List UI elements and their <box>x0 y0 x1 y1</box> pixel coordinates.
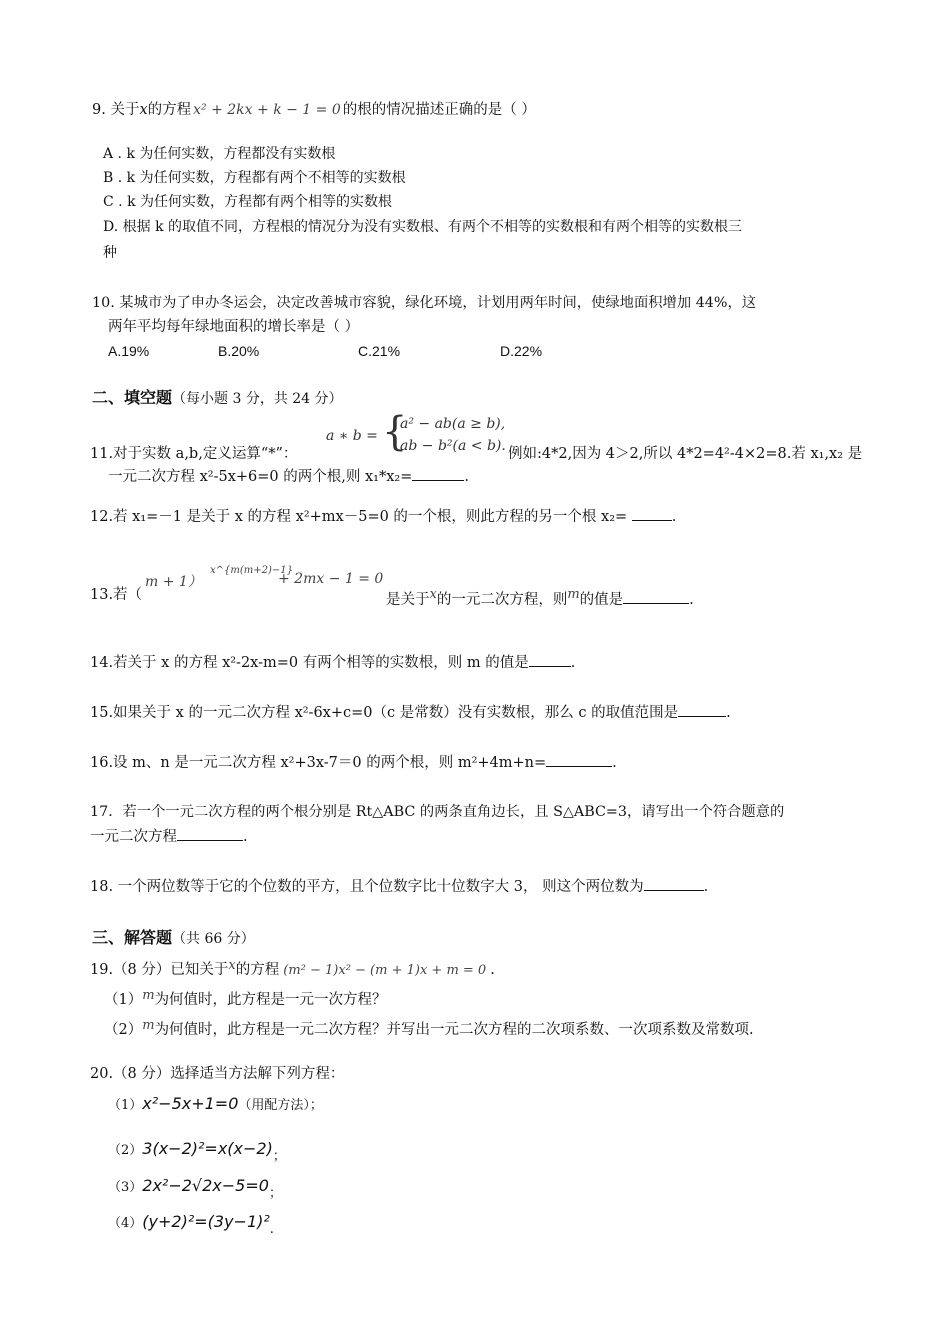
q10-option-b: B.20% <box>218 343 260 359</box>
q11-line2-text: 一元二次方程 x²-5x+6=0 的两个根,则 x₁*x₂= <box>108 469 413 485</box>
q16-answer-blank[interactable] <box>546 752 612 767</box>
q9-option-b: B . k 为任何实数，方程都有两个不相等的实数根 <box>103 170 406 186</box>
q13-var-x: x <box>429 587 437 602</box>
q20-item3-eq: 2x²−2√2x−5=0 <box>142 1176 269 1195</box>
q14-answer-blank[interactable] <box>529 652 571 667</box>
q10-option-a: A.19% <box>108 343 150 359</box>
q19-sub2-var: m <box>142 1018 155 1033</box>
q20-item2-num: （2） <box>108 1143 143 1158</box>
q13-eq-part2: + 2mx − 1 = 0 <box>278 571 384 587</box>
q15-answer-blank[interactable] <box>678 702 726 717</box>
q15-end: . <box>726 705 731 721</box>
q16 <box>90 752 617 773</box>
q12-text: 12.若 x₁=－1 是关于 x 的方程 x²+mx－5=0 的一个根，则此方程的另一个根 x₂= <box>90 509 628 525</box>
q13-end: . <box>689 592 694 608</box>
q14-end: . <box>570 655 576 671</box>
q18 <box>90 876 708 897</box>
q17-line2-text: 一元二次方程 <box>90 829 177 845</box>
q11-case-top: a² − ab(a ≥ b), <box>400 416 506 432</box>
q16-end: . <box>612 755 617 771</box>
q11-line1 <box>90 444 297 464</box>
section3-title: 三、解答题 <box>92 928 173 947</box>
q11-line1-end: 例如:4*2,因为 4＞2,所以 4*2=4²-4×2=8.若 x₁,x₂ 是 <box>508 446 863 462</box>
q12-end: . <box>671 509 677 525</box>
q14 <box>90 652 575 673</box>
q20-item3 <box>108 1176 282 1204</box>
q19-mid: 的方程 <box>235 962 280 978</box>
q20-item2-eq: 3(x−2)²=x(x−2) <box>142 1139 273 1158</box>
q18-text: 18. 一个两位数等于它的个位数的平方，且个位数字比十位数字大 3， 则这个两位数为 <box>90 879 644 895</box>
q15 <box>90 702 731 723</box>
q12-answer-blank[interactable] <box>632 506 672 521</box>
q19-sub1-text: 为何值时，此方程是一元一次方程？ <box>154 992 387 1008</box>
q10-line1: 10. 某城市为了申办冬运会，决定改善城市容貌，绿化环境，计划用两年时间，使绿地面积增加 44%，这 <box>92 295 757 311</box>
q13-var-m: m <box>567 587 580 602</box>
q10-line2: 两年平均每年绿地面积的增长率是（ ） <box>108 319 360 335</box>
q17-end: . <box>243 829 248 845</box>
q13-answer-blank[interactable] <box>623 589 689 604</box>
q11-brace: { <box>382 409 408 455</box>
section3-heading <box>92 928 255 949</box>
q18-answer-blank[interactable] <box>644 876 704 891</box>
q20-item1-note: （用配方法）； <box>238 1098 323 1113</box>
q20-item2 <box>108 1139 286 1167</box>
q11-line2 <box>108 466 469 487</box>
q19-end: . <box>490 962 495 978</box>
q10-option-d: D.22% <box>500 343 543 359</box>
q17-line2 <box>90 826 248 847</box>
section2-heading <box>92 388 343 409</box>
q19-stem <box>90 956 495 981</box>
q16-text: 16.设 m、n 是一元二次方程 x²+3x-7＝0 的两个根，则 m²+4m+n= <box>90 755 547 771</box>
q9-prefix: 9. 关于 <box>92 102 140 118</box>
q19-sub2-num: （2） <box>104 1022 143 1038</box>
q20-item1-eq: x²−5x+1=0 <box>142 1094 239 1113</box>
q10-option-c: C.21% <box>358 343 401 359</box>
q19-sub2-text: 为何值时，此方程是一元二次方程？并写出一元二次方程的二次项系数、一次项系数及常数项. <box>154 1022 754 1038</box>
section2-title: 二、填空题 <box>92 388 173 407</box>
q13-rest <box>386 585 694 610</box>
q14-text: 14.若关于 x 的方程 x²-2x-m=0 有两个相等的实数根，则 m 的值是 <box>90 655 529 671</box>
q9-mid: 的方程 <box>147 102 192 118</box>
q20-item4 <box>108 1212 274 1240</box>
q13-eq-part1: m + 1） <box>145 574 202 590</box>
q20-item4-note: . <box>269 1222 274 1237</box>
q20-item1-num: （1） <box>108 1098 143 1113</box>
q15-text: 15.如果关于 x 的一元二次方程 x²-6x+c=0（c 是常数）没有实数根，那么 c 的取值范围是 <box>90 705 679 721</box>
q19-sub1 <box>104 986 387 1010</box>
q20-item4-num: （4） <box>108 1216 143 1231</box>
q11-prefix: 11.对于实数 a,b,定义运算“*”： <box>90 446 298 462</box>
q9-option-a: A . k 为任何实数，方程都没有实数根 <box>103 146 336 162</box>
q13-middle2: 的一元二次方程，则 <box>436 592 568 608</box>
q20-item3-note: ； <box>268 1186 282 1201</box>
q20-item3-num: （3） <box>108 1180 143 1195</box>
q13-prefix: 13.若（ <box>90 587 143 603</box>
q11-answer-blank[interactable] <box>412 466 464 481</box>
q11-case-bottom: ab − b²(a < b). <box>400 438 506 454</box>
section2-note: （每小题 3 分，共 24 分） <box>172 391 343 407</box>
q20-item1 <box>108 1094 323 1116</box>
q9-option-d: D. 根据 k 的取值不同，方程根的情况分为没有实数根、有两个不相等的实数根和有两个相等的实数根三 <box>103 219 743 235</box>
q9-option-c: C . k 为任何实数，方程都有两个相等的实数根 <box>103 194 392 210</box>
q13-eq-exp: x^{m(m+2)−1} <box>210 565 293 576</box>
q9-var: x <box>139 102 148 118</box>
section3-note: （共 66 分） <box>172 931 255 947</box>
q13-suffix: 的值是 <box>579 592 624 608</box>
q13-middle: 是关于 <box>386 592 430 608</box>
q19-prefix: 19.（8 分）已知关于 <box>90 962 229 978</box>
q12 <box>90 506 676 527</box>
q9-equation: x² + 2kx + k − 1 = 0 <box>193 102 341 118</box>
q20-item4-eq: (y+2)²=(3y−1)² <box>142 1212 270 1231</box>
q19-equation: (m² − 1)x² − (m + 1)x + m = 0 <box>283 963 487 978</box>
q11-definition <box>326 409 510 462</box>
q20-title: 20.（8 分）选择适当方法解下列方程： <box>90 1066 345 1082</box>
q19-var: x <box>228 958 236 973</box>
q17-line1: 17．若一个一元二次方程的两个根分别是 Rt△ABC 的两条直角边长，且 S△ABC=3，请写出一个符合题意的 <box>90 804 785 820</box>
q19-sub1-var: m <box>142 988 155 1003</box>
q17-answer-blank[interactable] <box>177 826 243 841</box>
q19-sub1-num: （1） <box>104 992 143 1008</box>
q9-option-d-cont: 种 <box>103 245 117 261</box>
q20-item2-note: ； <box>272 1149 286 1164</box>
q11-end: . <box>464 469 469 485</box>
q9-stem <box>92 100 536 120</box>
q18-end: . <box>703 879 709 895</box>
q9-suffix: 的根的情况描述正确的是（ ） <box>342 102 536 118</box>
q19-sub2 <box>104 1016 754 1040</box>
q11-lhs: a ∗ b = <box>326 428 378 444</box>
